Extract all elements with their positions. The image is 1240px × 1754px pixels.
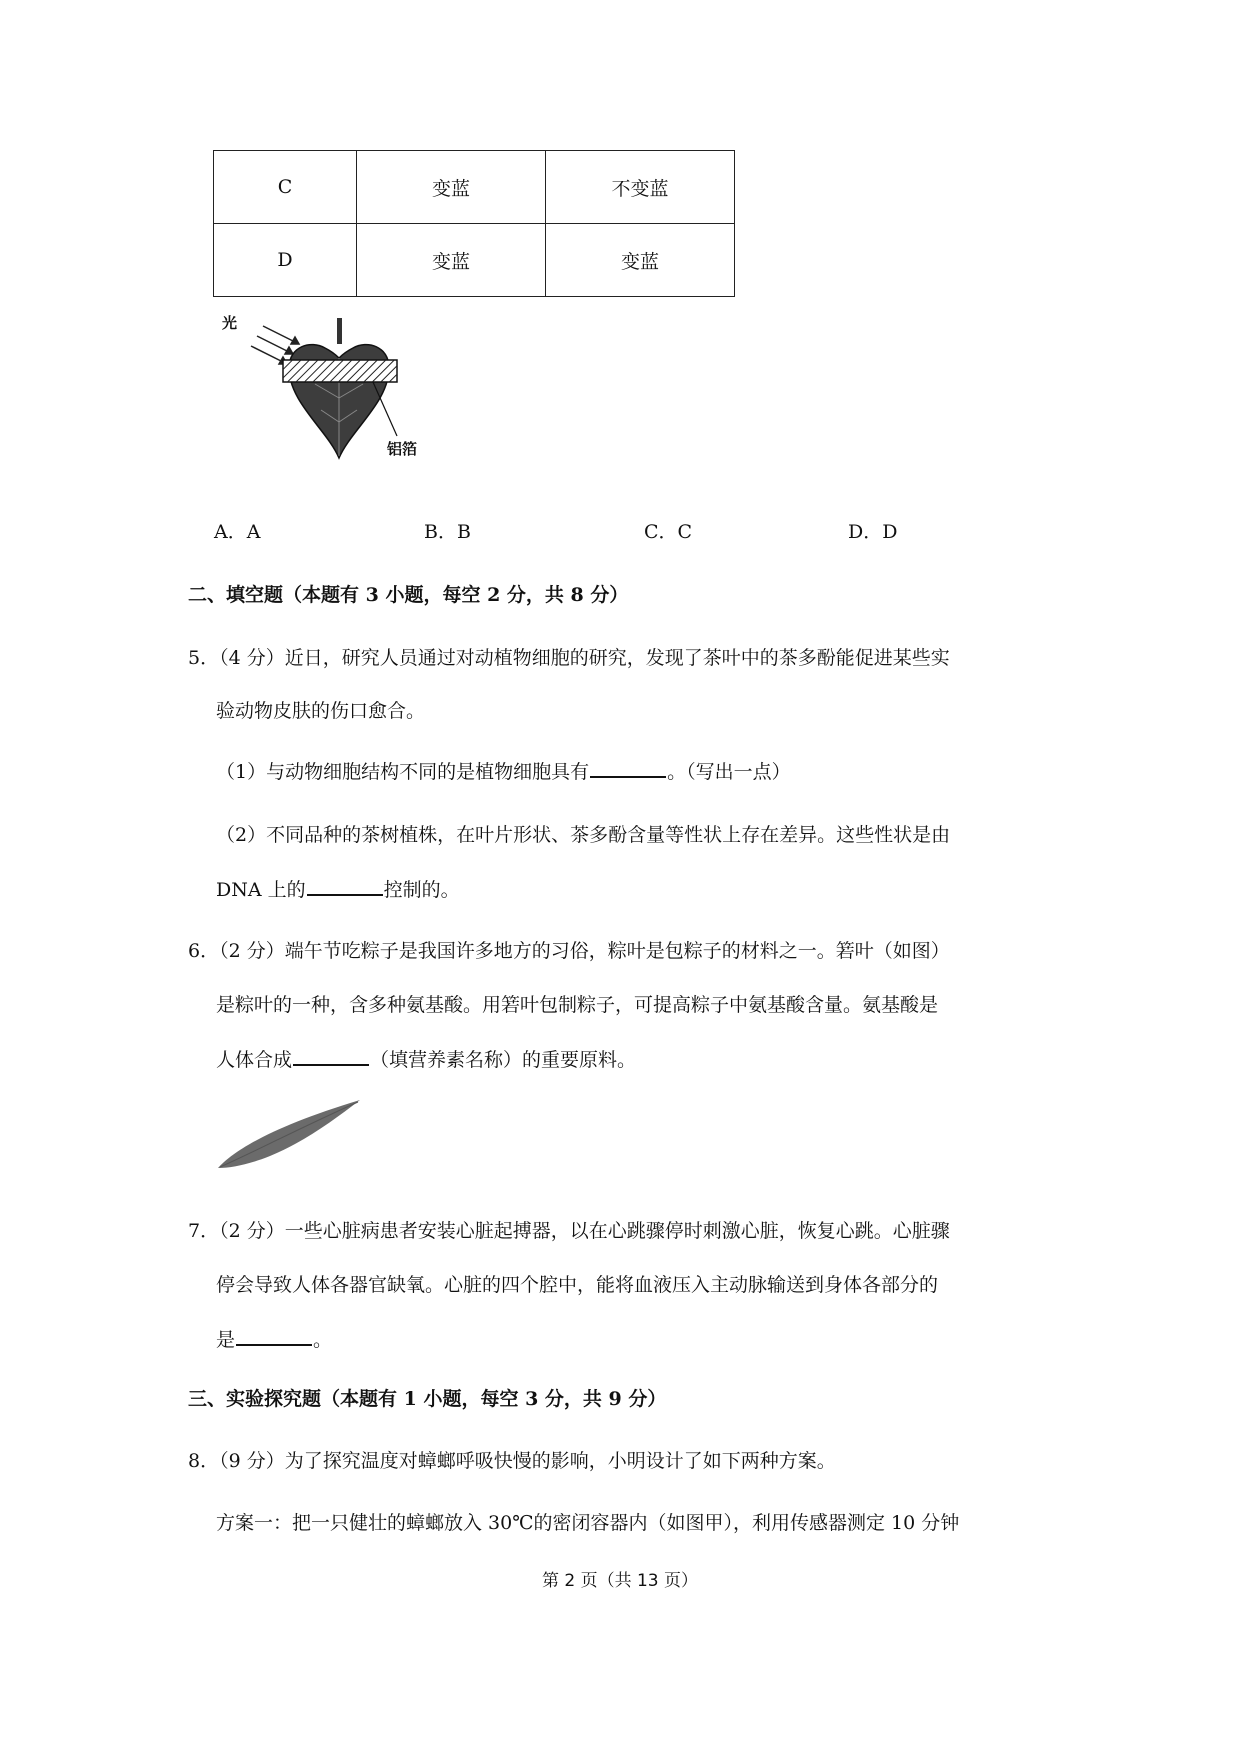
bamboo-leaf-icon (214, 1094, 364, 1174)
page-footer: 第 2 页（共 13 页） (541, 1571, 699, 1591)
table-cell: 变蓝 (357, 224, 546, 297)
sub1-tail: 。（写出一点） (667, 761, 791, 783)
question-5-line: 5．（4 分）近日，研究人员通过对动植物细胞的研究，发现了茶叶中的茶多酚能促进某些实 (188, 647, 950, 669)
table-cell: C (214, 151, 357, 224)
sub2-tail: 控制的。 (383, 879, 460, 901)
table-row (214, 151, 735, 224)
question-5-line: 验动物皮肤的伤口愈合。 (216, 700, 426, 722)
foil-label: 铝箔 (387, 440, 418, 458)
question-8-line: 8．（9 分）为了探究温度对蟑螂呼吸快慢的影响，小明设计了如下两种方案。 (188, 1450, 836, 1472)
section-title: 三、实验探究题（本题有 1 小题，每空 3 分，共 9 分） (188, 1388, 667, 1410)
q7-text: 是 (216, 1329, 236, 1351)
question-5-sub2-cont (216, 876, 460, 903)
question-7-line: 7．（2 分）一些心脏病患者安装心脏起搏器，以在心跳骤停时刺激心脏，恢复心跳。心脏骤 (188, 1220, 950, 1242)
table-row (214, 224, 735, 297)
answer-blank (293, 1046, 369, 1066)
q7-tail: 。 (313, 1329, 333, 1351)
table-cell: 变蓝 (357, 151, 546, 224)
q6-text: 人体合成 (216, 1049, 293, 1071)
leaf-foil-figure (215, 314, 425, 468)
choice-a: A．A (214, 521, 261, 543)
options-table (213, 150, 735, 297)
question-7-line: 停会导致人体各器官缺氧。心脏的四个腔中，能将血液压入主动脉输送到身体各部分的 (216, 1274, 939, 1296)
table-cell: 变蓝 (546, 224, 735, 297)
choice-c: C．C (644, 521, 693, 543)
question-7-line (216, 1326, 332, 1353)
q6-tail: （填营养素名称）的重要原料。 (370, 1049, 637, 1071)
table-cell: D (214, 224, 357, 297)
answer-blank (307, 876, 383, 896)
answer-blank (236, 1326, 312, 1346)
question-6-line: 6．（2 分）端午节吃粽子是我国许多地方的习俗，粽叶是包粽子的材料之一。箬叶（如图） (188, 940, 950, 962)
question-8-line: 方案一：把一只健壮的蟑螂放入 30℃的密闭容器内（如图甲），利用传感器测定 10 分钟 (216, 1512, 960, 1534)
sub2-text: DNA 上的 (216, 879, 306, 901)
question-5-sub1 (216, 758, 791, 785)
choice-d: D．D (848, 521, 898, 543)
question-5-sub2: （2）不同品种的茶树植株，在叶片形状、茶多酚含量等性状上存在差异。这些性状是由 (216, 824, 951, 846)
section-title: 二、填空题（本题有 3 小题，每空 2 分，共 8 分） (188, 584, 629, 606)
bamboo-leaf-image (214, 1094, 364, 1174)
sub1-text: （1）与动物细胞结构不同的是植物细胞具有 (216, 761, 590, 783)
table-cell: 不变蓝 (546, 151, 735, 224)
question-6-line (216, 1046, 636, 1073)
choice-b: B．B (424, 521, 471, 543)
answer-blank (590, 758, 666, 778)
light-label: 光 (222, 314, 238, 332)
question-6-line: 是粽叶的一种，含多种氨基酸。用箬叶包制粽子，可提高粽子中氨基酸含量。氨基酸是 (216, 994, 939, 1016)
